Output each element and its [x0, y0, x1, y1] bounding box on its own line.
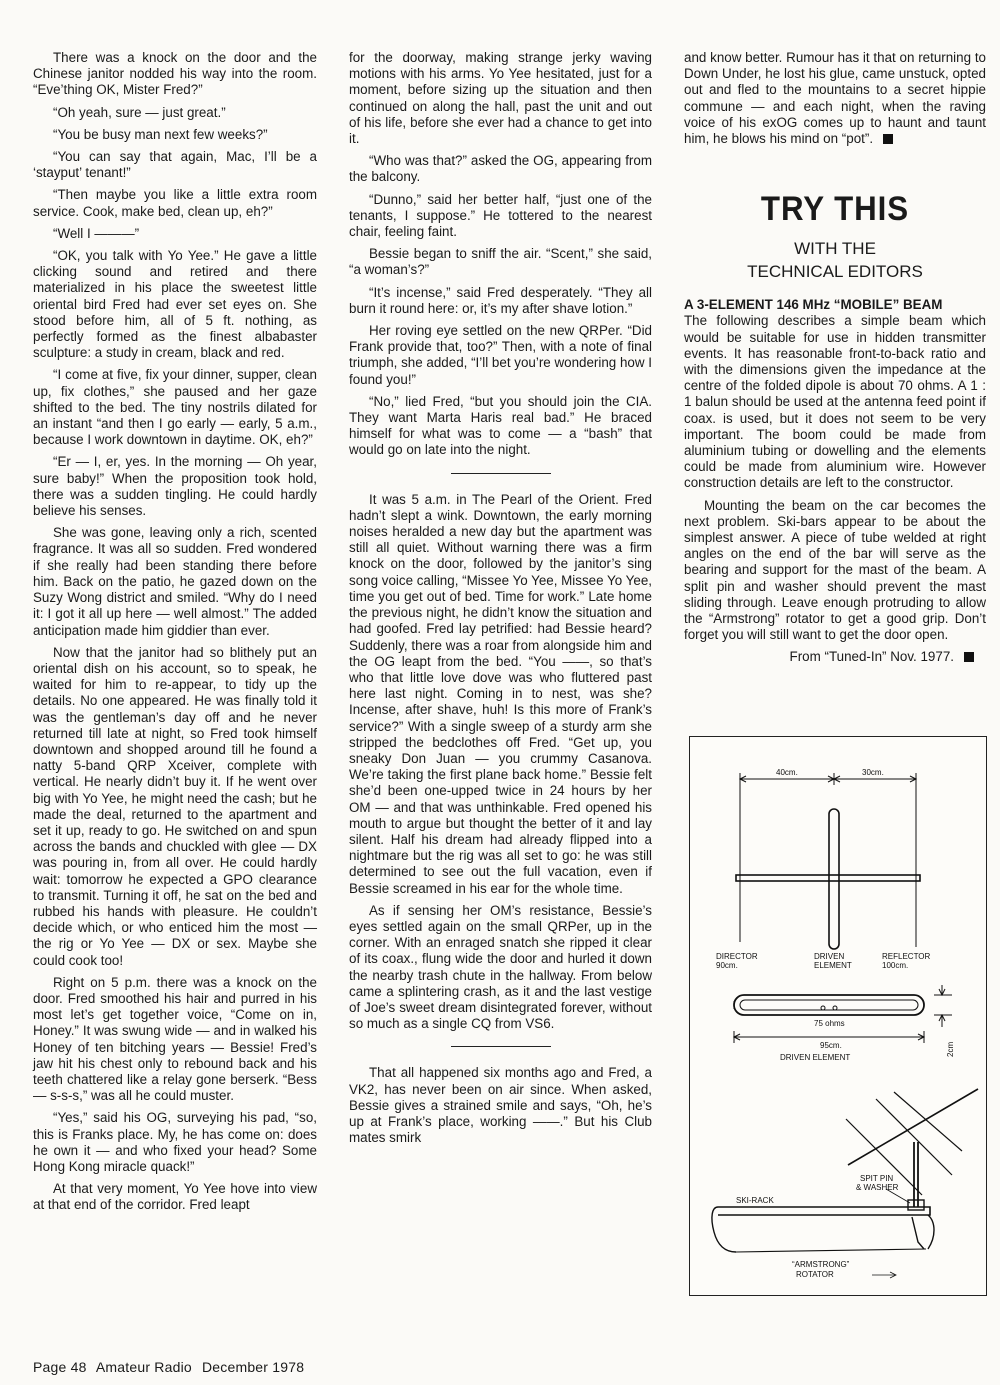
height-label: 2cm: [946, 1041, 955, 1057]
col1-paragraph: “You can say that again, Mac, I’ll be a ‘stayput’ tenant!”: [33, 149, 317, 181]
driven-element-detail: [734, 985, 952, 1043]
issue-date: December 1978: [201, 1359, 305, 1375]
col2a-paragraph: “It’s incense,” said Fred desperately. “They all burn it round here: or, it’s my after shave lotion.”: [349, 284, 652, 316]
column-2-part-2: [349, 492, 652, 1033]
reflector-length: 100cm.: [882, 961, 909, 970]
article-paragraph-2: Mounting the beam on the car becomes the next problem. Ski-bars appear to be about the simplest answer. A piece of tube welded at right angles on the end of the bar will serve as the bearing and support for the mast of the beam. A split pin and washer should prevent the mast sliding through. Leave enough protruding to allow the “Armstrong” rotator to get a good grip. Don’t forget you will still want to get the door open.: [684, 497, 986, 643]
col1-paragraph: “Er — I, er, yes. In the morning — Oh year, sure baby!” When the proposition took hold, there was a sudden tingling. He could hardly believe his senses.: [33, 454, 317, 519]
col1-paragraph: “Then maybe you like a little extra room service. Cook, make bed, clean up, eh?”: [33, 187, 317, 219]
rotator-label: ROTATOR: [796, 1270, 834, 1279]
car-mount-sketch: [712, 1089, 978, 1278]
col2a-paragraph: “No,” lied Fred, “but you should join the CIA. They want Marta Haris real bad.” He braced himself for what was to come — a “bash” that would go on late into the night.: [349, 393, 652, 458]
column-1: [33, 50, 317, 1220]
impedance-label: 75 ohms: [814, 1019, 845, 1028]
subtitle-line-2: TECHNICAL EDITORS: [747, 262, 923, 282]
washer-label: & WASHER: [856, 1183, 899, 1192]
col1-paragraph: “Oh yeah, sure — just great.”: [53, 104, 226, 120]
col2a-paragraph: Bessie began to sniff the air. “Scent,” she said, “a woman’s?”: [349, 246, 652, 278]
section-divider: [451, 1046, 551, 1047]
story-ending-text: and know better. Rumour has it that on returning to Down Under, he lost his glue, came unstuck, opted out and fled to the mountains to a secret hippie commune — and each night, when the raving voice of his exOG comes up to haunt and taunt him, he blows his mind on “pot”.: [684, 50, 986, 147]
driven-label-2: ELEMENT: [814, 961, 852, 970]
col1-paragraph: She was gone, leaving only a rich, scented fragrance. It was all so sudden. Fred wondered if she really had been standing there before him. Back on the patio, he gazed down on the Suzy Wong district and smiled. “Why do I need it: I got it all up here — well almost.” The added anticipation made him giddier than ever.: [33, 525, 317, 638]
column-2-part-1: [349, 50, 652, 459]
rotator: [912, 1217, 924, 1249]
col2a-paragraph: “Dunno,” said her better half, “just one of the tenants, I suppose.” He tottered to the nearest chair, feeling faint.: [349, 191, 652, 240]
driven-caption: DRIVEN ELEMENT: [780, 1053, 851, 1062]
page-footer: [33, 1359, 310, 1375]
col2b-paragraph: As if sensing her OM’s resistance, Bessie’s eyes settled again on the small QRPer, up in the corner. With an enraged snatch she ripped it clear of its coax., flung wide the door and hurled it down the nearby trash chute in the hallway. From below came a splintering crash, as it and the last vestige of Joe’s sweet dream disintegrated forever, without so much as a single CQ from VS6.: [349, 902, 652, 1032]
section-divider: [451, 473, 551, 474]
column-2: [349, 50, 652, 1152]
end-mark-icon: [883, 134, 893, 144]
director-label: DIRECTOR: [716, 952, 758, 961]
driven-label: DRIVEN: [814, 952, 845, 961]
end-mark-icon: [964, 652, 974, 662]
col2c-paragraph: That all happened six months ago and Fred, a VK2, has never been on air since. When asked, Bessie gives a strained smile and says, “Oh, he’s up at Frank’s place, working ——.” But his Club mates smirk: [349, 1065, 652, 1146]
article-paragraph-1: [684, 297, 986, 491]
director-length: 90cm.: [716, 961, 738, 970]
section-title: TRY THIS: [760, 190, 910, 229]
length-label: 95cm.: [820, 1041, 842, 1050]
source-text: From “Tuned-In” Nov. 1977.: [789, 649, 954, 665]
col2a-paragraph: for the doorway, making strange jerky waving motions with his arms. Yo Yee hesitated, just for a moment, before sizing up the situation and then continued on along the hall, past the unit and out of his life, before she ever had a chance to get into it.: [349, 50, 652, 147]
col1-paragraph: Right on 5 p.m. there was a knock on the door. Fred smoothed his hair and purred in his most let’s get together voice, “Come on in, Honey.” It was swung wide — and in walked his Honey of ten bitching years — Bessie! Fred’s jaw hit his chest only to rebound back and his teeth chattered like a relay gone berserk. “Bess — s-s-s,” was all he could muster.: [33, 974, 317, 1104]
armstrong-label: “ARMSTRONG”: [792, 1260, 850, 1269]
beam-boom-perspective: [848, 1089, 978, 1165]
reflector-label: REFLECTOR: [882, 952, 931, 961]
article-title: A 3-ELEMENT 146 MHz “MOBILE” BEAM: [684, 297, 943, 313]
washer: [908, 1200, 924, 1210]
col1-paragraph: There was a knock on the door and the Chinese janitor nodded his way into the room. “Eve’thing OK, Mister Fred?”: [33, 50, 317, 98]
col1-paragraph: At that very moment, Yo Yee hove into view at that end of the corridor. Fred leapt: [33, 1181, 317, 1213]
col1-paragraph: “Well I ———”: [53, 225, 140, 241]
spacing-2-label: 30cm.: [862, 768, 884, 777]
column-3: [684, 50, 986, 672]
beam-top-view: [736, 773, 920, 949]
col1-paragraph: Now that the janitor had so blithely put an oriental dish on his account, so to speak, he waited for him to re-appear, to tidy up the details. No one appeared. He was finally told it was the gentleman’s day off and he never returned till late at night, so Fred took himself downtown and shopped around till he found a natty 5-band QRP Xceiver, complete with vertical. He nearly didn’t buy it. If he went over big with Yo Yee, he might need the cash; but he made the deal, returned to the apartment and set it up, ready to go. He switched on and spun across the bands and chuckled with glee — DX was pouring in, from all over. He could hardly wait: tomorrow he expected a GPO clearance to transmit. Turning it off, he sat on the bed and rubbed his hands with pleasure. He couldn’t decide which, or who enticed him the most — the rig or Yo Yee — DX or sex. Maybe she could cook too!: [33, 644, 317, 968]
beam-diagram-svg: [690, 737, 986, 1295]
col2a-paragraph: “Who was that?” asked the OG, appearing from the balcony.: [349, 153, 652, 185]
spit-pin-label: SPIT PIN: [860, 1174, 894, 1183]
ski-rack-label: SKI-RACK: [736, 1196, 774, 1205]
col1-paragraph: “You be busy man next few weeks?”: [53, 126, 268, 142]
col2a-paragraph: Her roving eye settled on the new QRPer. “Did Frank provide that, too?” Then, with a note of final triumph, she added, “I’ll bet you’re wondering how I found you!”: [349, 323, 652, 387]
article-source: [684, 649, 986, 665]
col2b-paragraph: It was 5 a.m. in The Pearl of the Orient. Fred hadn’t slept a wink. Downtown, the early morning noises heralded a new day but the apartment was still all quiet. Without warning there was a firm knock on the door, followed by the janitor’s sing song voice calling, “Missee Yo Yee, Missee Yo Yee, time you get out of bed. Time for work.” Late home the previous night, he didn’t know the situation and had goofed. Fred lay petrified: had Bessie heard? Suddenly, there was a roar from alongside him and the OG leapt from the bed. “You ——, so that’s who that little love dove was who fluttered past here last night. Coming in to nest, was she? Incense, after shave, huh! Is this more of Frank’s service?” With a single sweep of a sturdy arm she stripped the bedclothes off Fred. “Get up, you sneaky Don Juan — you crummy Casanova. We’re taking the first plane back home.” Bessie felt she’d been one-upped twice in 24 hours by her OM — and that was unthinkable. Fred opened his mouth to argue but thought the better of it and lay silent. Half his dream had already flipped into a nightmare but the rig was all set to go: he was still determined to see out the full vacation, even if Bessie screamed in his ear for the whole time.: [349, 491, 652, 896]
driven-element: [829, 809, 839, 949]
beam-diagram: [689, 736, 987, 1296]
magazine-name: Amateur Radio: [95, 1359, 192, 1375]
col1-paragraph: “OK, you talk with Yo Yee.” He gave a little clicking sound and retired and there materialized in his place the sweetest little oriental bird Fred had ever set eyes on. She stood before him, all of 5 ft. nothing, as perfectly formed as the finest albabaster sculpture: a study in cream, black and red.: [33, 248, 317, 361]
subtitle-line-1: WITH THE: [794, 239, 876, 259]
spacing-1-label: 40cm.: [776, 768, 798, 777]
col1-paragraph: “Yes,” said his OG, surveying his pad, “so, this is Franks place. My, he has come on: does he own it — and who fixed your head? Some Hong Kong miracle quack!”: [33, 1110, 317, 1174]
column-2-part-3: [349, 1065, 652, 1146]
ski-rack: [718, 1207, 930, 1215]
col1-paragraph: “I come at five, fix your dinner, supper, clean up, fix clothes,” she paused and her gaze shifted to the bed. The tiny nostrils dilated for an instant “and then I go early — early, 5 a.m., because I work downtown in daytime. OK, eh?”: [33, 367, 317, 448]
article-p1-text: The following describes a simple beam which would be suitable for use in hidden transmitter events. It has reasonable front-to-back ratio and with the dimensions given the impedance at the centre of the folded dipole is about 70 ohms. A 1 : 1 balun should be used at the antenna feed point if coax. is used, but it does not seem to be very important. The boom could be made from aluminium tubing or dowelling and the elements could be made from aluminium wire. However construction details are left to the constructor.: [684, 313, 986, 491]
story-ending: [684, 50, 986, 147]
section-subtitle: [684, 237, 986, 283]
page-number: Page 48: [33, 1359, 87, 1375]
boom: [736, 875, 920, 881]
